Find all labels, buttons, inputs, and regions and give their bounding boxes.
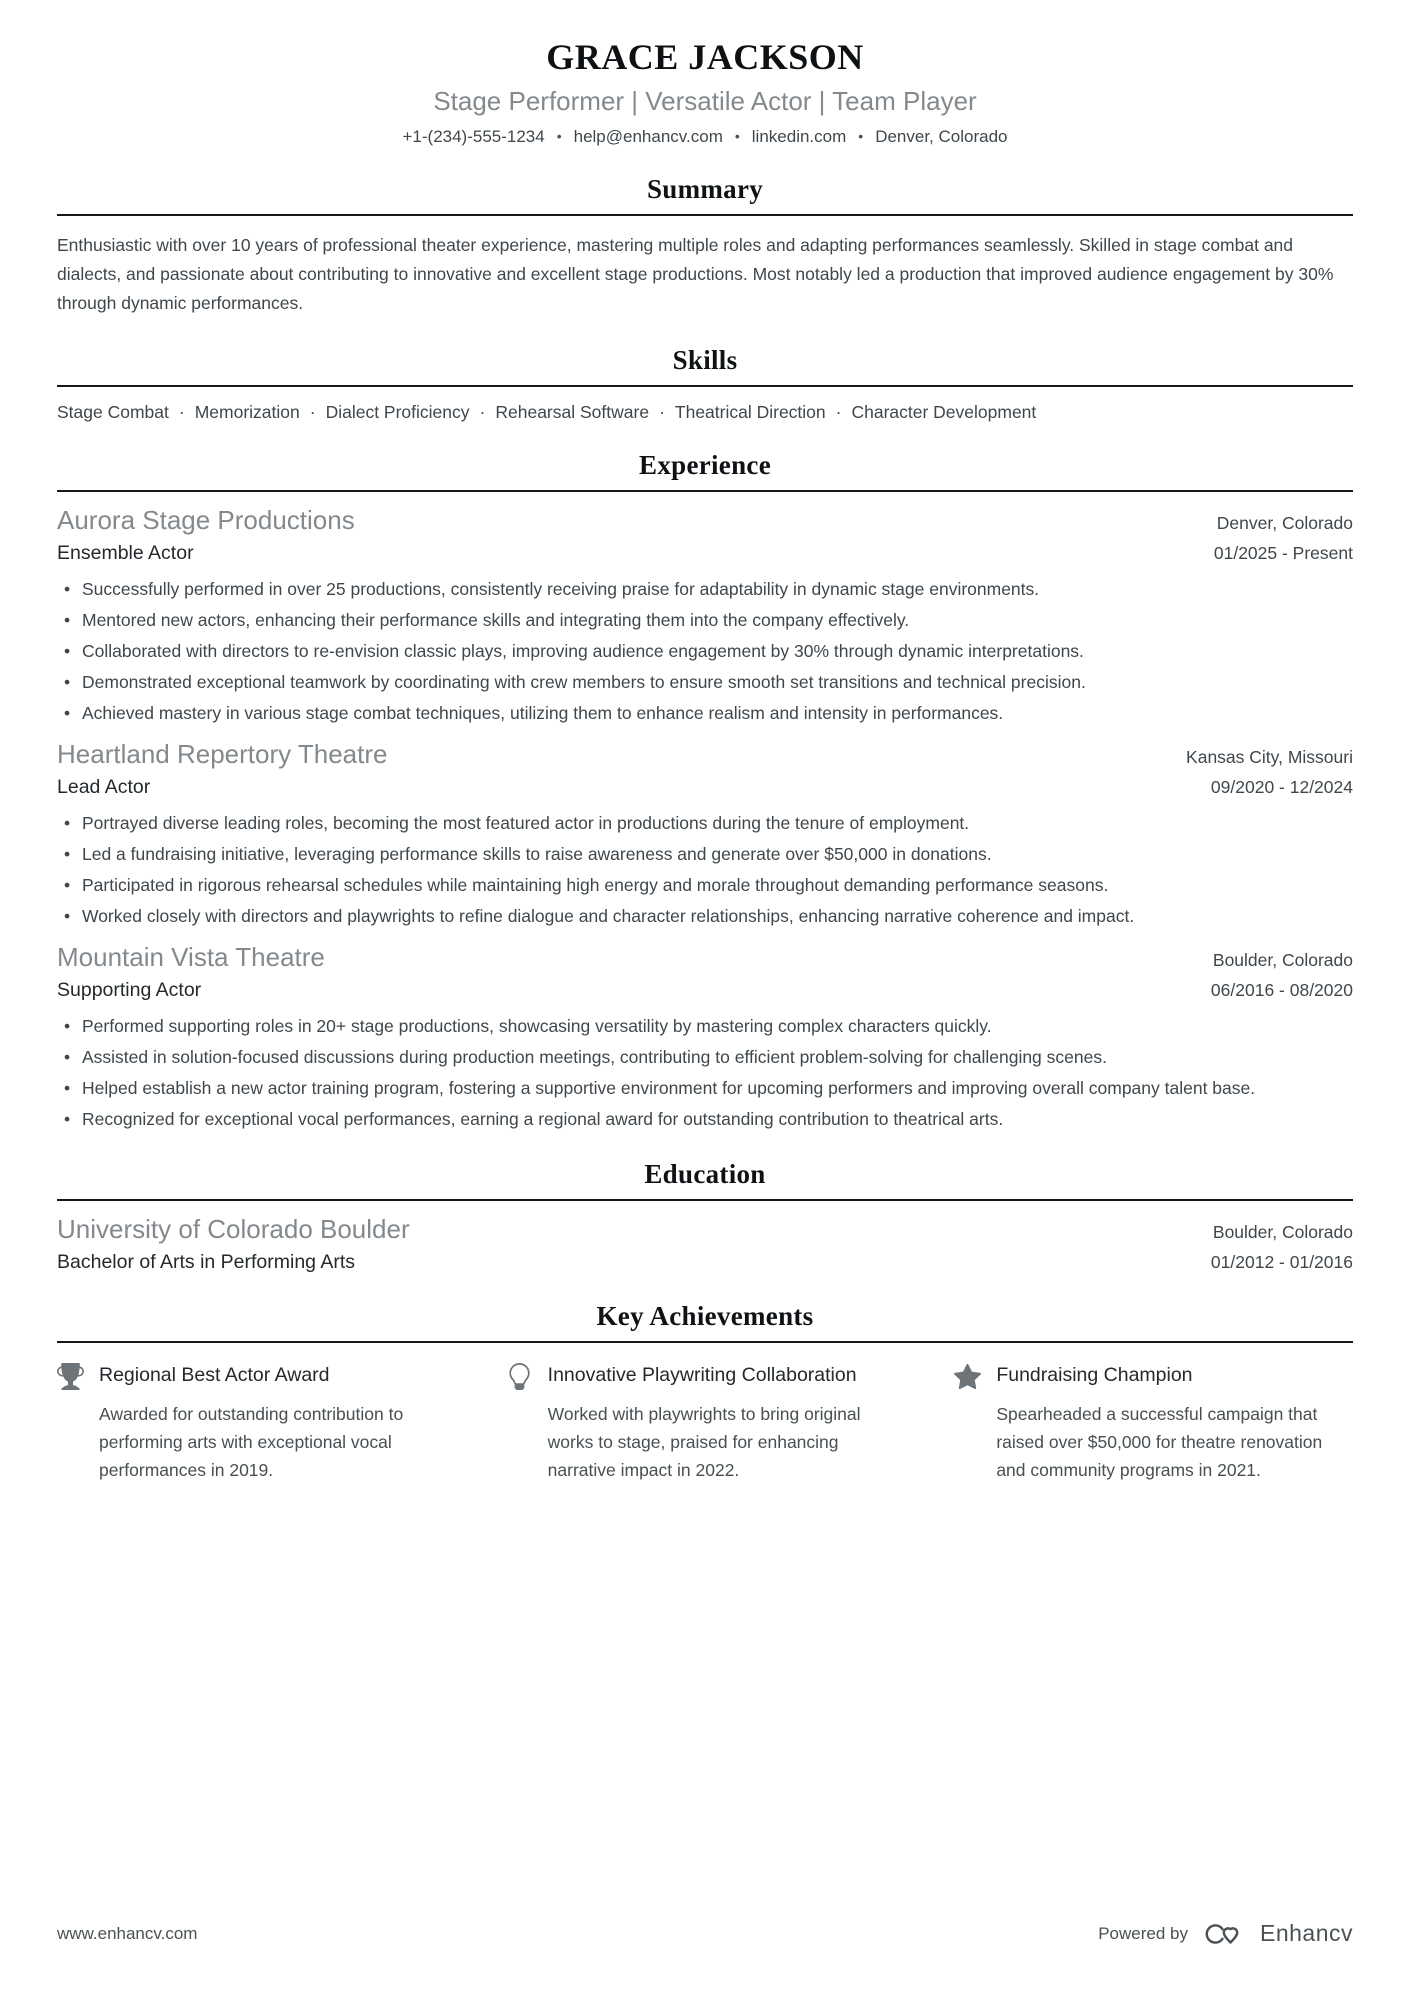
trophy-icon: [57, 1363, 84, 1390]
lightbulb-icon: [506, 1363, 533, 1390]
achievement-title: Regional Best Actor Award: [99, 1364, 330, 1386]
school-location: Boulder, Colorado: [1212, 1222, 1353, 1242]
achievement-text: Awarded for outstanding contribution to performing arts with exceptional vocal performances in 2019.: [99, 1404, 404, 1480]
job-dates: 09/2020 - 12/2024: [1210, 777, 1353, 797]
section-divider: [57, 214, 1353, 216]
achievement-item: [954, 1362, 1353, 1484]
job-bullets: [57, 576, 1353, 726]
brand-name: Enhancv: [1259, 1920, 1353, 1946]
achievement-title: Fundraising Champion: [996, 1364, 1193, 1386]
contact-linkedin[interactable]: • linkedin.com: [723, 127, 846, 146]
education-entry: [57, 1214, 1353, 1274]
summary-heading: Summary: [646, 174, 764, 204]
education-heading: Education: [644, 1159, 766, 1189]
job-bullet: • Led a fundraising initiative, leveraging performance skills to raise awareness and generate over $50,000 in donations.: [57, 841, 1353, 867]
section-divider: [57, 1341, 1353, 1343]
experience-heading: Experience: [639, 450, 771, 480]
achievements-grid: [57, 1362, 1353, 1484]
job-bullet: • Participated in rigorous rehearsal schedules while maintaining high energy and morale throughout demanding performance seasons.: [57, 872, 1353, 898]
job-bullet: • Assisted in solution-focused discussions during production meetings, contributing to efficient problem-solving for challenging scenes.: [57, 1044, 1353, 1070]
powered-by: [1098, 1920, 1353, 1947]
job-title: Supporting Actor: [57, 979, 202, 1001]
contact-row: [57, 127, 1353, 147]
job-title: Lead Actor: [57, 776, 151, 798]
job-location: Kansas City, Missouri: [1186, 747, 1353, 767]
skills-list: [57, 402, 1353, 423]
star-icon: [954, 1363, 981, 1390]
summary-text: Enthusiastic with over 10 years of professional theater experience, mastering multiple roles and adapting performances seamlessly. Skilled in stage combat and dialects, and passionate about contributing to innovative and excellent stage productions. Most notably led a production that improved audience engagement by 30% through dynamic performances.: [57, 235, 1334, 313]
achievement-text: Worked with playwrights to bring original works to stage, praised for enhancing narrative impact in 2022.: [547, 1404, 861, 1480]
section-divider: [57, 490, 1353, 492]
job-location: Boulder, Colorado: [1212, 950, 1353, 970]
job-dates: 06/2016 - 08/2020: [1210, 980, 1353, 1000]
skill-item: · Dialect Proficiency: [300, 402, 470, 422]
contact-phone: +1-(234)-555-1234: [402, 127, 545, 146]
person-headline: Stage Performer | Versatile Actor | Team Player: [433, 86, 977, 116]
section-achievements: [57, 1301, 1353, 1484]
job-bullet: • Mentored new actors, enhancing their performance skills and integrating them into the company effectively.: [57, 607, 1353, 633]
footer-website-link[interactable]: www.enhancv.com: [57, 1923, 198, 1943]
person-name: GRACE JACKSON: [546, 37, 864, 77]
company-name: Aurora Stage Productions: [57, 505, 355, 535]
skill-item: · Rehearsal Software: [470, 402, 650, 422]
contact-email[interactable]: • help@enhancv.com: [545, 127, 723, 146]
experience-entry: [57, 505, 1353, 726]
achievement-text: Spearheaded a successful campaign that raised over $50,000 for theatre renovation and community programs in 2021.: [996, 1404, 1323, 1480]
achievements-heading: Key Achievements: [596, 1301, 814, 1331]
job-bullet: • Achieved mastery in various stage combat techniques, utilizing them to enhance realism and intensity in performances.: [57, 700, 1353, 726]
skill-item: · Theatrical Direction: [649, 402, 826, 422]
job-bullets: [57, 1013, 1353, 1132]
degree-name: Bachelor of Arts in Performing Arts: [57, 1251, 356, 1273]
job-bullet: • Collaborated with directors to re-envision classic plays, improving audience engagement by 30% through dynamic interpretations.: [57, 638, 1353, 664]
experience-entry: [57, 739, 1353, 929]
job-dates: 01/2025 - Present: [1213, 543, 1353, 563]
section-divider: [57, 385, 1353, 387]
page-footer: [57, 1920, 1353, 1947]
job-title: Ensemble Actor: [57, 542, 194, 564]
section-education: [57, 1159, 1353, 1274]
job-bullet: • Successfully performed in over 25 productions, consistently receiving praise for adaptability in dynamic stage environments.: [57, 576, 1353, 602]
section-skills: [57, 345, 1353, 423]
section-divider: [57, 1199, 1353, 1201]
contact-location: • Denver, Colorado: [846, 127, 1007, 146]
job-bullet: • Portrayed diverse leading roles, becoming the most featured actor in productions during the tenure of employment.: [57, 810, 1353, 836]
job-location: Denver, Colorado: [1216, 513, 1353, 533]
job-bullet: • Demonstrated exceptional teamwork by coordinating with crew members to ensure smooth set transitions and technical precision.: [57, 669, 1353, 695]
achievement-item: [506, 1362, 905, 1484]
skill-item: · Character Development: [826, 402, 1037, 422]
section-summary: [57, 174, 1353, 318]
job-bullet: • Helped establish a new actor training program, fostering a supportive environment for upcoming performers and improving overall company talent base.: [57, 1075, 1353, 1101]
achievement-title: Innovative Playwriting Collaboration: [547, 1364, 857, 1386]
enhancv-logo-icon: [1201, 1921, 1247, 1947]
job-bullet: • Worked closely with directors and playwrights to refine dialogue and character relationships, enhancing narrative coherence and impact.: [57, 903, 1353, 929]
skills-heading: Skills: [672, 345, 738, 375]
company-name: Mountain Vista Theatre: [57, 942, 325, 972]
school-name: University of Colorado Boulder: [57, 1214, 410, 1244]
resume-header: [57, 36, 1353, 147]
company-name: Heartland Repertory Theatre: [57, 739, 388, 769]
job-bullets: [57, 810, 1353, 929]
section-experience: [57, 450, 1353, 1132]
skill-item: · Memorization: [169, 402, 300, 422]
skill-item: Stage Combat: [57, 402, 169, 422]
job-bullet: • Recognized for exceptional vocal performances, earning a regional award for outstanding contribution to theatrical arts.: [57, 1106, 1353, 1132]
powered-by-label: Powered by: [1098, 1923, 1188, 1943]
education-dates: 01/2012 - 01/2016: [1210, 1252, 1353, 1272]
experience-entry: [57, 942, 1353, 1132]
achievement-item: [57, 1362, 456, 1484]
job-bullet: • Performed supporting roles in 20+ stage productions, showcasing versatility by mastering complex characters quickly.: [57, 1013, 1353, 1039]
